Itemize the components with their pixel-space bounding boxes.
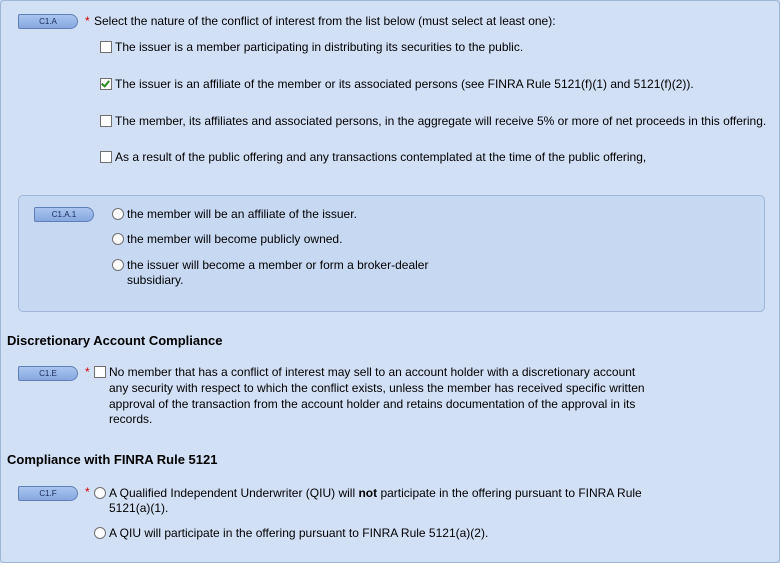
radio-qiu-participate[interactable] [94,527,106,539]
required-marker: * [85,485,90,499]
discretionary-text-line: records. [109,412,153,426]
checkbox-discretionary-compliance[interactable] [94,366,106,378]
checkbox-label: As a result of the public offering and any transactions contemplated at the time of the public offering, [115,150,647,164]
radio-label-continuation: 5121(a)(1). [109,501,169,515]
checkbox-label: The issuer is an affiliate of the member or its associated persons (see FINRA Rule 5121(f)(1) and 5121(f)(2)). [115,77,694,91]
required-marker: * [85,14,90,28]
text-segment: A Qualified Independent Underwriter (QIU) will [109,486,359,500]
section-heading-discretionary: Discretionary Account Compliance [7,333,223,348]
discretionary-text-line: approval of the transaction from the account holder and retains documentation of the approval in its [109,397,636,411]
field-tag-c1e: C1.E [18,366,78,381]
checkbox-label: The member, its affiliates and associated persons, in the aggregate will receive 5% or more of net proceeds in this offering. [115,114,767,128]
radio-label-qiu: A QIU will participate in the offering pursuant to FINRA Rule 5121(a)(2). [109,526,489,540]
radio-qiu-not-participate[interactable] [94,487,106,499]
emphasis-not: not [358,486,378,500]
section-heading-finra: Compliance with FINRA Rule 5121 [7,452,218,467]
checkbox-public-offering-result[interactable] [100,151,112,163]
radio-label-qiu-not [109,486,642,501]
radio-member-affiliate[interactable] [112,208,124,220]
checkbox-issuer-affiliate[interactable] [100,78,112,90]
field-tag-c1f: C1.F [18,486,78,501]
field-tag-c1a1: C1.A.1 [34,207,94,222]
radio-label: the member will be an affiliate of the issuer. [127,207,357,221]
radio-label: subsidiary. [127,273,184,287]
required-marker: * [85,365,90,379]
checkbox-member-distributing[interactable] [100,41,112,53]
field-tag-c1a: C1.A [18,14,78,29]
radio-label: the member will become publicly owned. [127,232,343,246]
radio-label: the issuer will become a member or form a broker-dealer [127,258,429,272]
text-segment: participate in the offering pursuant to FINRA Rule [377,486,642,500]
radio-publicly-owned[interactable] [112,233,124,245]
checkbox-label: The issuer is a member participating in distributing its securities to the public. [115,40,524,54]
discretionary-text-line: No member that has a conflict of interest may sell to an account holder with a discretionary account [109,365,636,379]
radio-broker-dealer[interactable] [112,259,124,271]
c1a-prompt: Select the nature of the conflict of interest from the list below (must select at least one): [94,14,556,28]
checkbox-net-proceeds[interactable] [100,115,112,127]
discretionary-text-line: any security with respect to which the conflict exists, unless the member has received specific written [109,381,645,395]
